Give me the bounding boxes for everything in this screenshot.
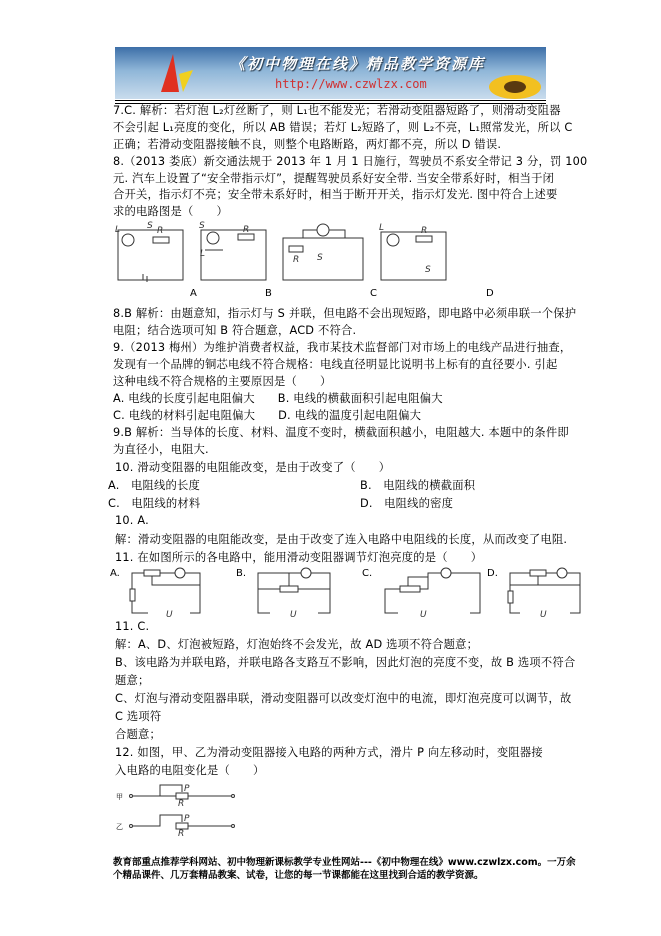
svg-text:U: U: [420, 610, 427, 620]
svg-text:R: R: [178, 799, 185, 809]
q12-circuit-yi: [130, 814, 235, 839]
q11-circuit-c: [385, 568, 480, 620]
q11-circuit-a: [130, 568, 200, 620]
svg-text:R: R: [421, 226, 428, 236]
svg-text:S: S: [425, 265, 431, 275]
q8-circuit-diagrams: [113, 220, 563, 285]
text-line: 11. 在如图所示的各电路中，能用滑动变阻器调节灯泡亮度的是（ ）: [115, 551, 483, 564]
q8-label-b: B: [265, 288, 272, 299]
option-line: C. 电线的材料引起电阻偏大 D. 电线的温度引起电阻偏大: [113, 409, 422, 422]
text-line: 不会引起 L₁亮度的变化，所以 AB 错误；若灯 L₂短路了，则 L₂不亮，L₁照常发光，所以 C: [113, 121, 573, 134]
q10-option-c: C. 电阻线的材料: [108, 497, 201, 510]
text-line: C 选项符: [115, 710, 162, 723]
svg-text:U: U: [540, 610, 547, 620]
q8-label-d: D: [486, 288, 494, 299]
circuit-d: [379, 223, 446, 280]
svg-text:S: S: [317, 253, 323, 263]
text-line: 9.B 解析：当导体的长度、材料、温度不变时，横截面积越小，电阻越大. 本题中的条件即: [113, 426, 569, 439]
q10-option-d: D. 电阻线的密度: [360, 497, 454, 510]
text-line: 这种电线不符合规格的主要原因是（ ）: [113, 375, 332, 388]
q10-option-b: B. 电阻线的横截面积: [360, 479, 476, 492]
banner-url: http://www.czwlzx.com: [275, 77, 427, 91]
text-line: 8.（2013 娄底）新交通法规于 2013 年 1 月 1 日施行，驾驶员不系安全带记 3 分，罚 100: [113, 155, 588, 168]
svg-text:R: R: [293, 255, 300, 265]
svg-text:R: R: [178, 829, 185, 839]
banner-title: 《初中物理在线》精品教学资源库: [230, 55, 486, 73]
footer-line: 教育部重点推荐学科网站、初中物理新课标教学专业性网站---《初中物理在线》www.czwlzx.com。一万余: [113, 857, 576, 868]
text-line: 发现有一个品牌的铜芯电线不符合规格：电线直径明显比说明书上标有的直径要小. 引起: [113, 358, 558, 371]
footer-line: 个精品课件、几万套精品教案、试卷，让您的每一节课都能在这里找到合适的教学资源。: [113, 870, 484, 881]
svg-text:U: U: [290, 610, 297, 620]
svg-text:S: S: [199, 221, 205, 231]
q11-circuit-d: [508, 568, 580, 620]
svg-text:P: P: [184, 784, 190, 794]
text-line: 正确；若滑动变阻器接触不良，则整个电路断路，两灯都不亮，所以 D 错误.: [113, 138, 502, 151]
svg-text:L: L: [200, 249, 206, 259]
q12-label-jia: 甲: [116, 793, 123, 801]
text-line: 合开关，指示灯不亮；安全带未系好时，相当于断开开关，指示灯发光. 图中符合上述要: [113, 188, 558, 201]
text-line: 合题意；: [115, 728, 161, 741]
q11-label-b: B.: [236, 568, 247, 579]
svg-text:S: S: [147, 221, 153, 231]
text-line: 元. 汽车上设置了“安全带指示灯”，提醒驾驶员系好安全带. 当安全带系好时，相当于闭: [113, 172, 555, 185]
q12-circuit-jia: [130, 784, 235, 809]
text-line: 题意；: [115, 674, 150, 687]
q11-label-d: D.: [487, 568, 498, 579]
text-line: 12. 如图，甲、乙为滑动变阻器接入电路的两种方式，滑片 P 向左移动时，变阻器接: [115, 746, 543, 759]
q8-label-a: A: [190, 288, 197, 299]
text-line: 解：滑动变阻器的电阻能改变，是由于改变了连入电路中电阻线的长度，从而改变了电阻.: [115, 533, 568, 546]
svg-text:L: L: [379, 223, 385, 233]
site-logo: [155, 52, 195, 96]
text-line: 为直径小，电阻大.: [113, 443, 209, 456]
q11-circuit-b: [258, 568, 330, 620]
text-line: 电阻；结合选项可知 B 符合题意，ACD 不符合.: [113, 324, 357, 337]
text-line: 求的电路图是（ ）: [113, 205, 228, 218]
text-line: 11. C.: [115, 620, 150, 633]
text-line: 10. A.: [115, 514, 149, 527]
svg-text:R: R: [157, 226, 164, 236]
sunflower-image: [485, 65, 545, 99]
text-line: 7.C. 解析：若灯泡 L₂灯丝断了，则 L₁也不能发光；若滑动变阻器短路了，则滑动变阻器: [113, 104, 561, 117]
text-line: 9.（2013 梅州）为维护消费者权益，我市某技术监督部门对市场上的电线产品进行抽查，: [113, 341, 572, 354]
text-line: 10. 滑动变阻器的电阻能改变，是由于改变了（ ）: [115, 461, 391, 474]
text-line: B、该电路为并联电路，并联电路各支路互不影响，因此灯泡的亮度不变，故 B 选项不符合: [115, 656, 576, 669]
svg-text:R: R: [243, 225, 250, 235]
q11-label-c: C.: [362, 568, 373, 579]
text-line: 8.B 解析：由题意知，指示灯与 S 并联，但电路不会出现短路，即电路中必须串联一个保护: [113, 307, 577, 320]
circuit-c: [283, 224, 363, 280]
circuit-a: [115, 221, 183, 282]
circuit-b: [199, 221, 266, 280]
q10-option-a: A. 电阻线的长度: [108, 479, 200, 492]
q12-diagrams: [128, 780, 278, 840]
text-line: 解：A、D、灯泡被短路，灯泡始终不会发光，故 AD 选项不符合题意；: [115, 638, 479, 651]
q8-label-c: C: [370, 288, 377, 299]
q11-circuit-diagrams: [130, 567, 590, 620]
site-banner: [115, 47, 546, 99]
svg-text:U: U: [166, 610, 173, 620]
q11-label-a: A.: [110, 568, 120, 579]
option-line: A. 电线的长度引起电阻偏大 B. 电线的横截面积引起电阻偏大: [113, 392, 443, 405]
svg-text:P: P: [184, 814, 190, 824]
text-line: 入电路的电阻变化是（ ）: [115, 764, 265, 777]
text-line: C、灯泡与滑动变阻器串联，滑动变阻器可以改变灯泡中的电流，即灯泡亮度可以调节，故: [115, 692, 572, 705]
svg-text:L: L: [115, 225, 121, 235]
q12-label-yi: 乙: [116, 823, 123, 831]
